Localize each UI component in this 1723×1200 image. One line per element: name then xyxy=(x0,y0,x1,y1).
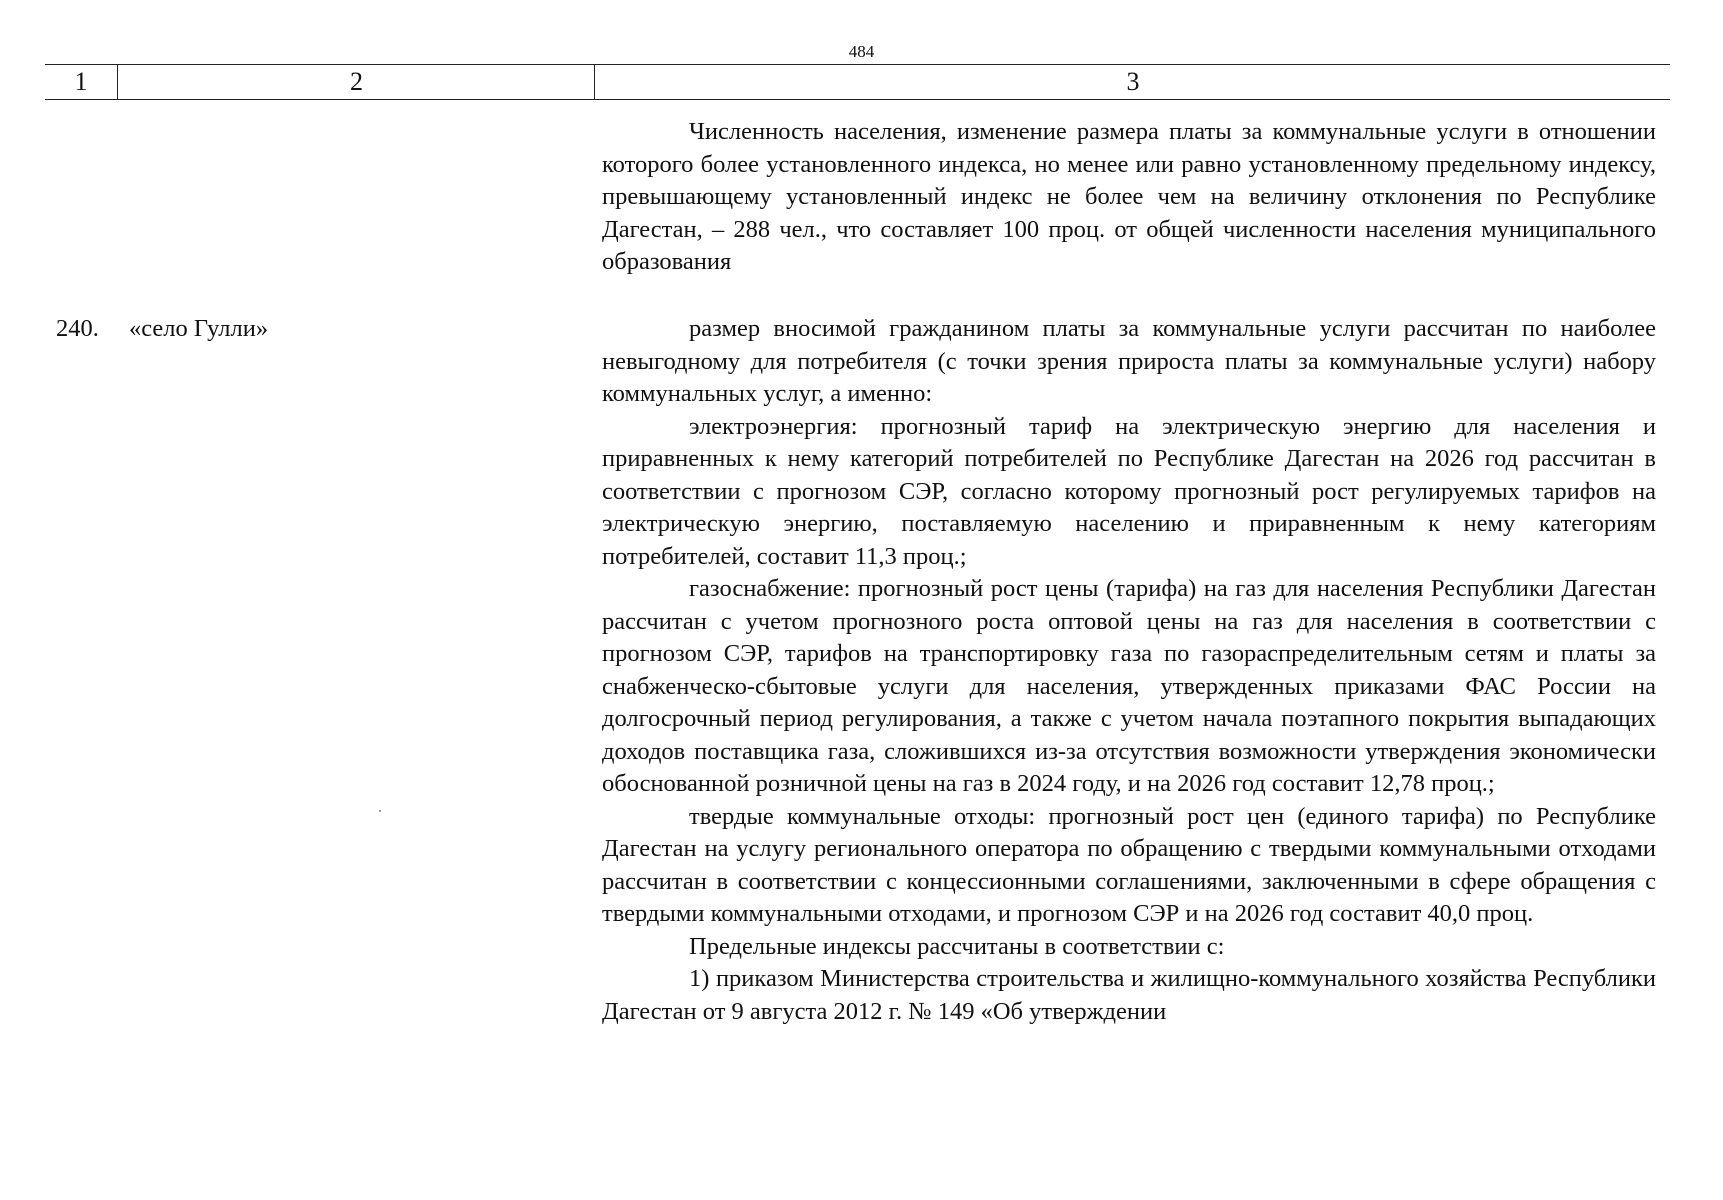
paragraph-indices-intro: Предельные индексы рассчитаны в соответствии с: xyxy=(689,932,1225,960)
column-header-3: 3 xyxy=(594,65,1671,99)
column-header-2: 2 xyxy=(117,65,595,99)
paragraph-gas: газоснабжение: прогнозный рост цены (тарифа) на газ для населения Республики Дагестан рассчитан с учетом прогнозного роста оптовой цены на газ для населения в соответствии с прогнозом СЭР, тарифов на транспортировку газа по газораспределительным сетям и платы за снабженческо-сбытовые услуги для населения, утвержденных приказами ФАС России на долгосрочный период регулирования, а также с учетом начала поэтапного покрытия выпадающих доходов поставщика газа, сложившихся из-за отсутствия возможности утверждения экономически обоснованной розничной цены на газ в 2024 году, и на 2026 год составит 12,78 проц.; xyxy=(602,575,1656,797)
intro-block xyxy=(602,116,1656,279)
row-number: 240. xyxy=(56,315,99,342)
row-description xyxy=(602,313,1656,1028)
table-header xyxy=(45,64,1670,100)
paragraph-electricity: электроэнергия: прогнозный тариф на электрическую энергию для населения и приравненных к нему категорий потребителей по Республике Дагестан на 2026 год рассчитан в соответствии с прогнозом СЭР, согласно которому прогнозный рост регулируемых тарифов на электрическую энергию, поставляемую населению и приравненным к нему категориям потребителей, составит 11,3 проц.; xyxy=(602,412,1656,570)
column-header-1: 1 xyxy=(74,67,88,96)
paragraph-tariff-basis: размер вносимой гражданином платы за коммунальные услуги рассчитан по наиболее невыгодному для потребителя (с точки зрения прироста платы за коммунальные услуги) набору коммунальных услуг, а именно: xyxy=(602,315,1656,407)
intro-paragraph: Численность населения, изменение размера платы за коммунальные услуги в отношении которого более установленного индекса, но менее или равно установленному предельному индексу, превышающему установленный индекс не более чем на величину отклонения по Республике Дагестан, – 288 чел., что составляет 100 проц. от общей численности населения муниципального образования xyxy=(602,118,1656,275)
table-row-240 xyxy=(56,313,268,346)
municipality-name: «село Гулли» xyxy=(129,315,269,342)
paragraph-order-reference: 1) приказом Министерства строительства и жилищно-коммунального хозяйства Республики Дагестан от 9 августа 2012 г. № 149 «Об утверждении xyxy=(602,965,1656,1025)
page-number: 484 xyxy=(848,42,875,61)
paragraph-solid-waste: твердые коммунальные отходы: прогнозный рост цен (единого тарифа) по Республике Дагестан на услугу регионального оператора по обращению с твердыми коммунальными отходами рассчитан в соответствии с концессионными соглашениями, заключенными в сфере обращения с твердыми коммунальными отходами, и прогнозом СЭР и на 2026 год составит 40,0 проц. xyxy=(602,802,1656,927)
scan-speck xyxy=(379,810,381,812)
